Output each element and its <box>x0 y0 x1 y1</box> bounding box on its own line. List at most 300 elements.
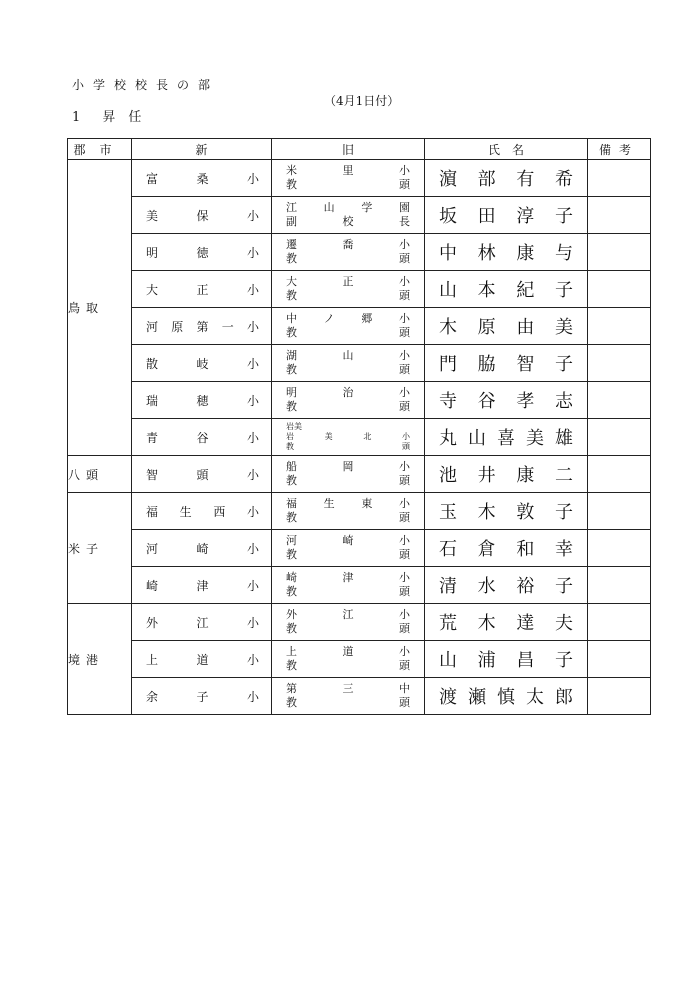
person-name-cell <box>425 567 588 604</box>
new-post <box>132 577 271 594</box>
person-name-char: 紀 <box>516 280 535 301</box>
old-post-line2-char: 教 <box>286 442 294 451</box>
new-post <box>132 170 271 187</box>
new-post <box>132 466 271 483</box>
old-post-line1-char: 小 <box>399 534 410 547</box>
person-name-char: 丸 <box>439 428 457 449</box>
old-post <box>272 312 424 340</box>
old-post-line1-char: 治 <box>342 386 354 399</box>
old-post-line1-char: 正 <box>342 275 354 288</box>
person-name-char: 水 <box>477 576 496 597</box>
person-name <box>425 609 587 635</box>
person-name-char: 希 <box>554 169 573 190</box>
old-post-cell <box>272 567 425 604</box>
person-name-char: 部 <box>477 169 496 190</box>
old-post-line1-char: 小 <box>399 645 410 658</box>
old-post-line1-char: 学 <box>361 201 373 214</box>
person-name <box>425 202 587 228</box>
old-post-line2 <box>286 326 410 340</box>
table-row <box>68 493 651 530</box>
old-post-line1-char: 園 <box>398 201 410 214</box>
person-name-cell <box>425 234 588 271</box>
new-post-char: 外 <box>146 615 159 630</box>
old-post-line2 <box>286 548 410 562</box>
district-cell: 八頭 <box>68 456 132 493</box>
person-name-cell <box>425 419 588 456</box>
old-post-cell <box>272 678 425 715</box>
old-post-line1-char: 中 <box>399 682 410 695</box>
old-post-line1-char: 中 <box>286 312 297 325</box>
old-post-line2-char: 頭 <box>402 442 410 451</box>
new-post-char: 崎 <box>196 541 209 556</box>
note-cell <box>588 382 651 419</box>
old-post-cell <box>272 345 425 382</box>
person-name-char: 雄 <box>555 428 573 449</box>
new-post-char: 智 <box>146 467 159 482</box>
new-post-char: 美 <box>146 208 159 223</box>
old-post-cell <box>272 604 425 641</box>
old-post-line1-char: 岩 <box>286 432 294 441</box>
district-cell: 境港 <box>68 604 132 715</box>
old-post-line2-char: 副 <box>286 215 297 228</box>
old-post-line1-char: 道 <box>342 645 354 658</box>
table-row <box>68 197 651 234</box>
new-post-cell <box>132 641 272 678</box>
new-post-char: 小 <box>246 504 259 519</box>
old-post-cell <box>272 382 425 419</box>
note-cell <box>588 456 651 493</box>
person-name-char: 子 <box>554 354 573 375</box>
new-post-char: 保 <box>196 208 209 223</box>
person-name-char: 康 <box>516 243 535 264</box>
old-post-line1-char: 小 <box>401 432 410 441</box>
old-post-line0-char: 美 <box>294 422 302 431</box>
person-name-char: 浦 <box>477 650 496 671</box>
old-post-line1-char: 崎 <box>286 571 297 584</box>
person-name-char: 子 <box>554 206 573 227</box>
new-post-cell <box>132 345 272 382</box>
new-post-char: 徳 <box>196 245 209 260</box>
note-cell <box>588 419 651 456</box>
person-name-char: 智 <box>516 354 535 375</box>
new-post-cell <box>132 493 272 530</box>
old-post-line2-char: 教 <box>286 326 297 339</box>
person-name-char: 清 <box>439 576 457 597</box>
person-name-char: 木 <box>439 317 457 338</box>
old-post-line2-char: 頭 <box>399 511 410 524</box>
old-post-line2-char: 教 <box>286 511 297 524</box>
person-name-char: 与 <box>554 243 573 264</box>
old-post <box>272 349 424 377</box>
note-cell <box>588 493 651 530</box>
person-name-char: 寺 <box>439 391 457 412</box>
new-post-cell <box>132 382 272 419</box>
new-post-char: 散 <box>146 356 159 371</box>
old-post-line1-char: 大 <box>286 275 297 288</box>
new-post-char: 頭 <box>196 467 209 482</box>
old-post-line1-char: 喬 <box>342 238 354 251</box>
table-row <box>68 160 651 197</box>
old-post-line1 <box>286 460 410 474</box>
old-post-line1 <box>286 275 410 289</box>
old-post-line2 <box>286 178 410 192</box>
section-number: 1 <box>72 110 81 125</box>
old-post <box>272 608 424 636</box>
old-post-line2 <box>286 363 410 377</box>
old-post-line2-char: 教 <box>286 252 297 265</box>
person-name-char: 和 <box>516 539 535 560</box>
table-row <box>68 382 651 419</box>
person-name-char: 太 <box>526 687 544 708</box>
old-post-line1-char: 遷 <box>286 238 297 251</box>
new-post-char: 正 <box>196 282 209 297</box>
person-name-cell <box>425 382 588 419</box>
old-post-line1-char: 三 <box>342 682 354 695</box>
person-name <box>425 165 587 191</box>
new-post <box>132 429 271 446</box>
note-cell <box>588 604 651 641</box>
person-name-char: 谷 <box>477 391 496 412</box>
new-post-cell <box>132 197 272 234</box>
old-post-line2-char: 頭 <box>399 548 410 561</box>
old-post-line1-char: 江 <box>286 201 297 214</box>
person-name-char: 子 <box>554 502 573 523</box>
old-post-line0-char: 岩 <box>286 422 294 431</box>
old-post-line1-char: 岡 <box>342 460 354 473</box>
old-post-line2 <box>286 696 410 710</box>
person-name-char: 門 <box>439 354 457 375</box>
old-post-line1-char: 小 <box>398 497 410 510</box>
person-name-char: 山 <box>439 280 457 301</box>
person-name-char: 昌 <box>516 650 535 671</box>
old-post-line1-char: 小 <box>399 238 410 251</box>
old-post <box>272 534 424 562</box>
old-post-cell <box>272 197 425 234</box>
old-post <box>272 682 424 710</box>
person-name-char: 康 <box>516 465 535 486</box>
old-post-line1-char: 船 <box>286 460 297 473</box>
new-post-char: 小 <box>246 467 259 482</box>
page-title: 小学校校長の部 <box>72 78 220 92</box>
new-post <box>132 392 271 409</box>
note-cell <box>588 234 651 271</box>
person-name-char: 喜 <box>497 428 515 449</box>
person-name-char: 原 <box>477 317 496 338</box>
old-post-line1-char: 河 <box>286 534 297 547</box>
new-post-cell <box>132 604 272 641</box>
old-post-line1-char: ノ <box>323 312 335 325</box>
old-post-line1-char: 山 <box>323 201 335 214</box>
new-post-char: 余 <box>146 689 159 704</box>
person-name-char: 淳 <box>516 206 535 227</box>
old-post-line1-char: 小 <box>399 386 410 399</box>
old-post-cell <box>272 493 425 530</box>
new-post-cell <box>132 419 272 456</box>
new-post-char: 原 <box>171 319 184 334</box>
new-post-char: 福 <box>146 504 159 519</box>
new-post-char: 小 <box>246 652 259 667</box>
old-post-line2-char: 頭 <box>399 363 410 376</box>
old-post-cell <box>272 456 425 493</box>
person-name-char: 山 <box>439 650 457 671</box>
old-post-line2-char: 教 <box>286 659 297 672</box>
old-post-line1 <box>286 682 410 696</box>
new-post <box>132 651 271 668</box>
person-name-char: 美 <box>526 428 544 449</box>
person-name-cell <box>425 197 588 234</box>
header-name: 氏 名 <box>425 139 588 160</box>
person-name-char: 有 <box>516 169 535 190</box>
old-post-cell <box>272 530 425 567</box>
old-post-line2-char: 校 <box>342 215 354 228</box>
person-name-char: 田 <box>477 206 496 227</box>
person-name-cell <box>425 604 588 641</box>
person-name <box>425 646 587 672</box>
person-name-cell <box>425 678 588 715</box>
new-post <box>132 207 271 224</box>
old-post-line1 <box>286 312 410 326</box>
old-post-line1-char: 外 <box>286 608 297 621</box>
person-name-char: 玉 <box>439 502 457 523</box>
new-post <box>132 614 271 631</box>
new-post-cell <box>132 567 272 604</box>
person-name-char: 木 <box>477 613 496 634</box>
note-cell <box>588 530 651 567</box>
person-name-char: 孝 <box>516 391 535 412</box>
old-post-line1 <box>286 349 410 363</box>
old-post-line1-char: 小 <box>399 571 410 584</box>
old-post <box>272 201 424 229</box>
person-name-char: 幸 <box>554 539 573 560</box>
old-post-line1-char: 上 <box>286 645 297 658</box>
old-post-line2 <box>286 659 410 673</box>
old-post-line1-char: 里 <box>342 164 354 177</box>
old-post-line1 <box>286 497 410 511</box>
old-post-line2-char: 教 <box>286 585 297 598</box>
person-name <box>425 683 587 709</box>
person-name-char: 達 <box>516 613 535 634</box>
old-post-cell <box>272 234 425 271</box>
old-post-line1-char: 津 <box>342 571 354 584</box>
new-post-cell <box>132 234 272 271</box>
new-post-char: 第 <box>196 319 209 334</box>
old-post-line1 <box>286 571 410 585</box>
table-row <box>68 456 651 493</box>
person-name-char: 倉 <box>477 539 496 560</box>
new-post <box>132 281 271 298</box>
person-name <box>425 313 587 339</box>
person-name-char: 石 <box>439 539 457 560</box>
new-post-cell <box>132 271 272 308</box>
person-name-char: 子 <box>554 576 573 597</box>
new-post-cell <box>132 456 272 493</box>
new-post-char: 大 <box>146 282 159 297</box>
old-post-line2-char: 教 <box>286 696 297 709</box>
new-post-char: 小 <box>246 282 259 297</box>
old-post-line1 <box>286 164 410 178</box>
table-row <box>68 345 651 382</box>
new-post-char: 青 <box>146 430 159 445</box>
note-cell <box>588 345 651 382</box>
old-post-line1-char: 湖 <box>286 349 297 362</box>
person-name-char: 由 <box>516 317 535 338</box>
person-name-char: 子 <box>554 650 573 671</box>
old-post-line1-char: 小 <box>399 608 410 621</box>
person-name <box>425 276 587 302</box>
old-post-line2-char: 教 <box>286 400 297 413</box>
person-name <box>425 498 587 524</box>
old-post-line1-char: 第 <box>286 682 297 695</box>
old-post-line2-char: 教 <box>286 178 297 191</box>
note-cell <box>588 678 651 715</box>
old-post <box>272 645 424 673</box>
person-name-cell <box>425 456 588 493</box>
person-name-char: 子 <box>554 280 573 301</box>
note-cell <box>588 197 651 234</box>
table-row <box>68 641 651 678</box>
table-row <box>68 271 651 308</box>
header-gun: 郡市 <box>68 139 132 160</box>
person-name-char: 山 <box>468 428 486 449</box>
old-post-line2-char: 長 <box>399 215 410 228</box>
old-post-cell <box>272 271 425 308</box>
old-post-line1 <box>286 238 410 252</box>
table-row <box>68 419 651 456</box>
new-post-char: 崎 <box>146 578 159 593</box>
person-name-char: 井 <box>477 465 496 486</box>
person-name <box>425 424 587 450</box>
person-name-char: 志 <box>554 391 573 412</box>
old-post-line2-char: 教 <box>286 622 297 635</box>
new-post-cell <box>132 530 272 567</box>
old-post-line2-char: 頭 <box>399 178 410 191</box>
table-row <box>68 678 651 715</box>
old-post-line2-char: 頭 <box>399 696 410 709</box>
old-post-line2-char: 頭 <box>399 252 410 265</box>
new-post-char: 小 <box>246 689 259 704</box>
header-old: 旧 <box>272 139 425 160</box>
person-name-char: 夫 <box>554 613 573 634</box>
old-post-line2 <box>286 622 410 636</box>
old-post-line2-char: 教 <box>286 474 297 487</box>
person-name <box>425 572 587 598</box>
new-post-char: 西 <box>213 504 226 519</box>
section-heading <box>72 106 141 125</box>
new-post <box>132 318 271 335</box>
old-post <box>272 497 424 525</box>
old-post-line1 <box>286 386 410 400</box>
new-post-cell <box>132 160 272 197</box>
new-post-char: 岐 <box>196 356 209 371</box>
new-post-char: 小 <box>246 171 259 186</box>
old-post-line1-char: 福 <box>286 497 297 510</box>
new-post <box>132 688 271 705</box>
old-post-line2 <box>286 400 410 414</box>
person-name-char: 裕 <box>516 576 535 597</box>
new-post-char: 道 <box>196 652 209 667</box>
old-post-line1-char: 明 <box>286 386 297 399</box>
old-post-line1 <box>286 432 410 442</box>
old-post-line2-char: 頭 <box>399 622 410 635</box>
new-post-char: 谷 <box>196 430 209 445</box>
person-name-cell <box>425 493 588 530</box>
old-post-line1-char: 郷 <box>361 312 373 325</box>
person-name-char: 郎 <box>555 687 573 708</box>
old-post-line1-char: 小 <box>399 275 410 288</box>
person-name-cell <box>425 345 588 382</box>
person-name-char: 瀬 <box>468 687 486 708</box>
new-post-char: 小 <box>246 615 259 630</box>
section-label: 昇 任 <box>102 110 142 125</box>
old-post-line2 <box>286 215 410 229</box>
old-post <box>272 422 424 452</box>
old-post-line2-char: 教 <box>286 363 297 376</box>
person-name-char: 木 <box>477 502 496 523</box>
person-name-char: 敦 <box>516 502 535 523</box>
table-row <box>68 530 651 567</box>
person-name-char: 慎 <box>497 687 515 708</box>
new-post-char: 小 <box>246 356 259 371</box>
header-new: 新 <box>132 139 272 160</box>
new-post <box>132 540 271 557</box>
new-post-cell <box>132 678 272 715</box>
new-post-char: 明 <box>146 245 159 260</box>
new-post <box>132 503 271 520</box>
old-post-line2-char: 頭 <box>399 585 410 598</box>
new-post-char: 一 <box>221 319 234 334</box>
person-name <box>425 387 587 413</box>
old-post-line2-char: 頭 <box>399 289 410 302</box>
new-post-char: 小 <box>246 578 259 593</box>
old-post-cell <box>272 419 425 456</box>
new-post-char: 小 <box>246 319 259 334</box>
old-post <box>272 164 424 192</box>
old-post <box>272 275 424 303</box>
note-cell <box>588 160 651 197</box>
new-post-char: 小 <box>246 541 259 556</box>
old-post-line1-char: 江 <box>342 608 354 621</box>
old-post-line2 <box>286 511 410 525</box>
person-name <box>425 535 587 561</box>
old-post-cell <box>272 308 425 345</box>
person-name-char: 渡 <box>439 687 457 708</box>
old-post-line1 <box>286 645 410 659</box>
old-post-line2 <box>286 474 410 488</box>
new-post-char: 桑 <box>196 171 209 186</box>
old-post-line2-char: 頭 <box>399 326 410 339</box>
old-post-line2-char: 教 <box>286 289 297 302</box>
note-cell <box>588 641 651 678</box>
old-post-line1-char: 山 <box>342 349 354 362</box>
table-header-row <box>68 139 651 160</box>
table-body <box>68 160 651 715</box>
district-cell: 米子 <box>68 493 132 604</box>
old-post-line1-char: 北 <box>363 432 372 441</box>
old-post-line1-char: 小 <box>399 349 410 362</box>
new-post <box>132 355 271 372</box>
old-post <box>272 238 424 266</box>
person-name <box>425 350 587 376</box>
old-post-line2 <box>286 442 410 452</box>
old-post-line2 <box>286 252 410 266</box>
new-post-char: 瑞 <box>146 393 159 408</box>
old-post-line1-char: 小 <box>399 164 410 177</box>
old-post <box>272 386 424 414</box>
header-note: 備考 <box>588 139 651 160</box>
new-post-char: 子 <box>196 689 209 704</box>
person-name-char: 二 <box>554 465 573 486</box>
note-cell <box>588 308 651 345</box>
